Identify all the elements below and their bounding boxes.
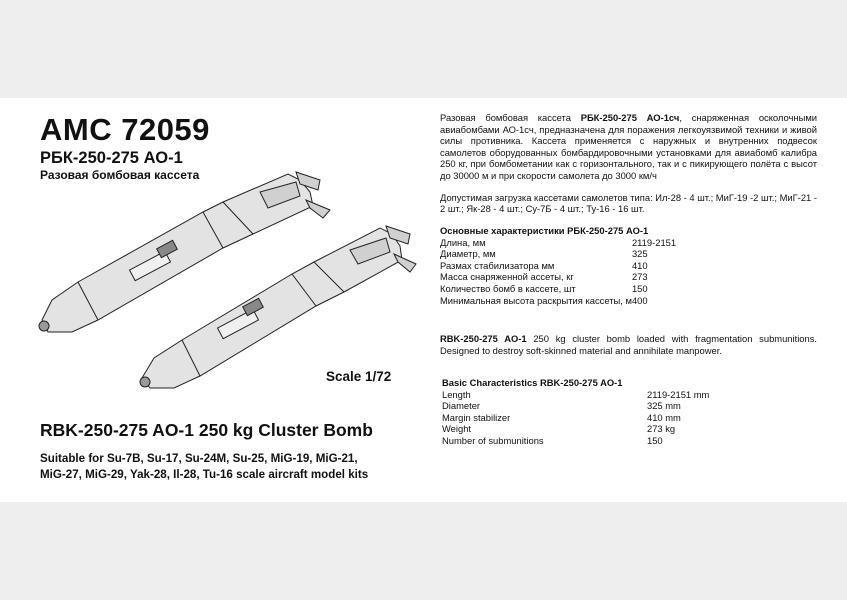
table-cell-key: Масса снаряженной ассеты, кг — [440, 271, 574, 283]
table-cell-value: 2119-2151 — [631, 236, 677, 248]
suitable-line-1: Suitable for Su-7B, Su-17, Su-24M, Su-25, MiG-19, MiG-21, — [40, 452, 358, 465]
product-type-ru: Разовая бомбовая кассета — [40, 168, 200, 182]
aircraft-load-ru: Допустимая загрузка кассетами самолетов типа: Ил-28 - 4 шт.; МиГ-19 -2 шт.; МиГ-21 - 2 шт.; Як-28 - 4 шт.; Су-7Б - 4 шт.; Ту-16 - 16 шт. — [440, 191, 817, 215]
table-cell-value: 273 kg — [647, 423, 676, 435]
product-code: AMC 72059 — [40, 112, 210, 147]
table-row — [440, 271, 676, 283]
table-row — [442, 400, 709, 412]
product-title-en: RBK-250-275 AO-1 250 kg Cluster Bomb — [40, 420, 373, 440]
table-cell-value: 150 — [631, 282, 648, 294]
characteristics-table-en — [442, 377, 709, 447]
table-cell-value: 273 — [631, 271, 648, 283]
table-row — [442, 435, 709, 447]
table-cell-key: Length — [442, 388, 471, 400]
table-cell-value: 2119-2151 mm — [647, 388, 710, 400]
table-cell-key: Размах стабилизатора мм — [440, 259, 555, 271]
description-ru-prefix: Разовая бомбовая кассета — [440, 112, 581, 123]
table-cell-value: 400 — [631, 294, 648, 306]
description-en-bold: RBK-250-275 AO-1 — [440, 333, 527, 344]
table-cell-value: 410 — [631, 259, 648, 271]
table-cell-key: Диаметр, мм — [440, 248, 496, 260]
table-row — [440, 283, 676, 295]
table-cell-value: 325 — [631, 248, 648, 260]
description-ru — [440, 112, 817, 182]
table-row — [440, 260, 676, 272]
table-cell-key: Weight — [442, 423, 472, 435]
description-en — [440, 333, 817, 357]
table-en-heading: Basic Characteristics RBK-250-275 AO-1 — [442, 377, 623, 388]
table-cell-key: Diameter — [442, 400, 481, 412]
table-cell-value: 410 mm — [647, 411, 681, 423]
table-row — [442, 389, 709, 401]
product-name-ru: РБК-250-275 АО-1 — [40, 149, 183, 167]
description-ru-bold: РБК-250-275 АО-1сч — [580, 112, 680, 123]
table-cell-key: Number of submunitions — [442, 434, 544, 446]
suitable-aircraft-text — [40, 451, 397, 483]
table-row — [440, 237, 676, 249]
scale-label: Scale 1/72 — [326, 369, 392, 384]
table-cell-key: Количество бомб в кассете, шт — [440, 282, 576, 294]
table-cell-value: 325 mm — [647, 400, 681, 412]
table-row — [442, 412, 709, 424]
table-row — [442, 423, 709, 435]
table-cell-key: Минимальная высота раскрытия кассеты, м — [440, 294, 632, 306]
table-row — [440, 248, 676, 260]
description-ru-rest: , снаряженная осколочными авиабомбами АО-1сч, предназначена для поражения легкоуязвимой техники и живой силы противника. Кассета применяется с наружных и внутренних подвесок самолетов оборудованных бомбардировочными установками для авиабомб калибра 250 кг, при бомбометании как с горизонтального, так и с пикирующего полёта с высот до 30000 м и при скорости самолета до 3000 км/ч — [440, 112, 817, 181]
description-en-rest: 250 kg cluster bomb loaded with fragmentation submunitions. Designed to destroy soft-skinned material and annihilate manpower. — [440, 333, 818, 356]
bomb-illustration — [38, 170, 418, 400]
table-ru-heading: Основные характеристики РБК-250-275 АО-1 — [440, 225, 649, 236]
suitable-line-2: MiG-27, MiG-29, Yak-28, Il-28, Tu-16 scale aircraft model kits — [40, 468, 369, 481]
table-row — [440, 295, 676, 307]
table-cell-key: Margin stabilizer — [442, 411, 511, 423]
right-column — [440, 112, 817, 215]
table-cell-key: Длина, мм — [440, 236, 486, 248]
characteristics-table-ru — [440, 225, 676, 306]
table-cell-value: 150 — [647, 434, 663, 446]
